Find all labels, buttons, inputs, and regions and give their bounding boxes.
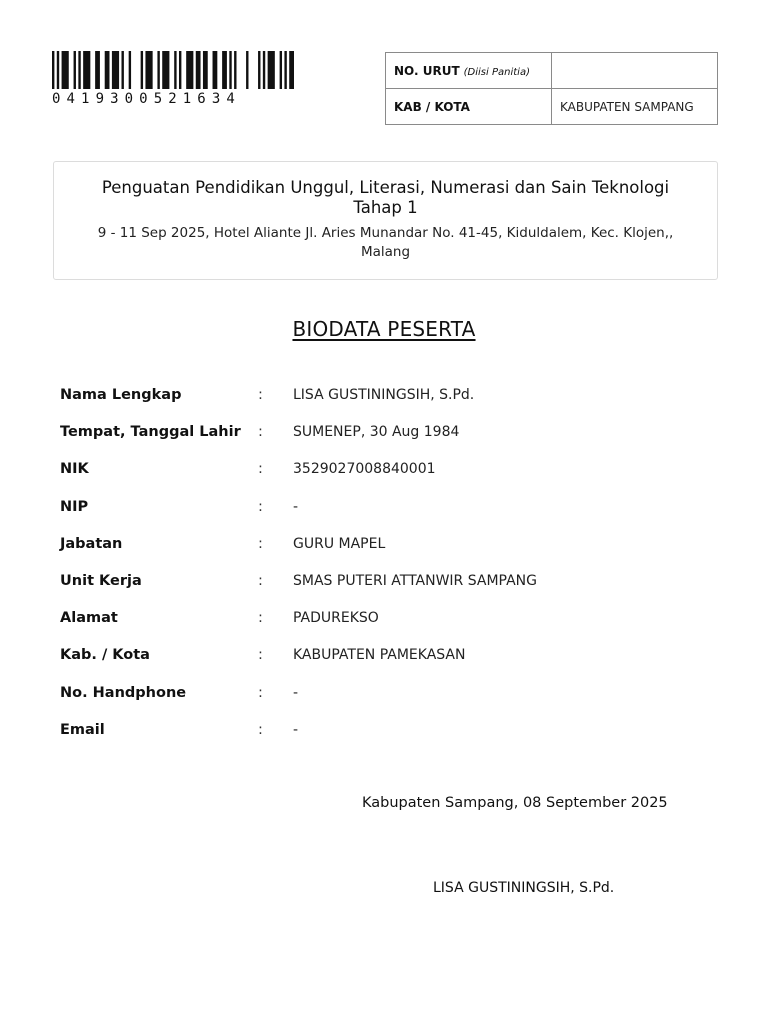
barcode-bar xyxy=(129,51,131,89)
biodata-label: Email xyxy=(60,721,105,738)
biodata-label: Alamat xyxy=(60,610,118,627)
biodata-colon: : xyxy=(258,721,263,738)
barcode-bar xyxy=(258,51,260,89)
biodata-list xyxy=(60,387,710,759)
barcode-bar xyxy=(196,51,201,89)
biodata-colon: : xyxy=(258,572,263,589)
no-urut-note: (Diisi Panitia) xyxy=(463,66,530,78)
barcode-bar xyxy=(229,51,231,89)
biodata-label: Tempat, Tanggal Lahir xyxy=(60,424,241,441)
barcode-bar xyxy=(141,51,143,89)
signature-place-date: Kabupaten Sampang, 08 September 2025 xyxy=(362,795,668,811)
barcode-bar xyxy=(105,51,110,89)
biodata-row-kab-kota xyxy=(60,647,710,684)
barcode-bar xyxy=(268,51,275,89)
kab-kota-label: KAB / KOTA xyxy=(386,89,552,125)
biodata-value: KABUPATEN PAMEKASAN xyxy=(293,647,466,664)
barcode xyxy=(52,51,298,107)
biodata-colon: : xyxy=(258,424,263,441)
barcode-bar xyxy=(222,51,227,89)
biodata-value: LISA GUSTININGSIH, S.Pd. xyxy=(293,387,475,403)
biodata-colon: : xyxy=(258,498,263,515)
biodata-colon: : xyxy=(258,684,263,701)
no-urut-row xyxy=(386,53,718,89)
no-urut-label: NO. URUT xyxy=(394,63,460,78)
biodata-value: GURU MAPEL xyxy=(293,535,386,552)
barcode-bar xyxy=(213,51,218,89)
barcode-bar xyxy=(78,51,80,89)
barcode-bar xyxy=(174,51,176,89)
barcode-bar xyxy=(162,51,169,89)
biodata-label: Nama Lengkap xyxy=(60,387,182,403)
barcode-bar xyxy=(57,51,59,89)
kab-kota-row xyxy=(386,89,718,125)
biodata-label: Jabatan xyxy=(60,535,123,552)
barcode-bar xyxy=(284,51,286,89)
barcode-bar xyxy=(74,51,76,89)
biodata-value: PADUREKSO xyxy=(293,610,379,627)
barcode-bar xyxy=(83,51,90,89)
biodata-row-jabatan xyxy=(60,536,710,573)
biodata-label: NIP xyxy=(60,498,89,515)
no-urut-value xyxy=(552,53,718,89)
barcode-bar xyxy=(203,51,208,89)
barcode-bars xyxy=(52,51,294,89)
barcode-bar xyxy=(234,51,236,89)
barcode-bar xyxy=(52,51,54,89)
signature-name: LISA GUSTININGSIH, S.Pd. xyxy=(433,880,615,896)
registration-table xyxy=(385,52,718,125)
biodata-value: SUMENEP, 30 Aug 1984 xyxy=(293,424,460,441)
biodata-row-unit-kerja xyxy=(60,573,710,610)
biodata-value: SMAS PUTERI ATTANWIR SAMPANG xyxy=(293,572,537,589)
biodata-row-nama xyxy=(60,387,710,424)
biodata-value: - xyxy=(293,498,299,515)
biodata-row-alamat xyxy=(60,610,710,647)
barcode-bar xyxy=(95,51,100,89)
biodata-value: 3529027008840001 xyxy=(293,461,436,478)
no-urut-label-cell xyxy=(386,53,552,89)
biodata-colon: : xyxy=(258,647,263,664)
biodata-colon: : xyxy=(258,535,263,552)
barcode-bar xyxy=(121,51,123,89)
biodata-row-email xyxy=(60,722,710,759)
biodata-row-ttl xyxy=(60,424,710,461)
barcode-bar xyxy=(145,51,152,89)
biodata-value: - xyxy=(293,684,299,701)
biodata-label: No. Handphone xyxy=(60,684,187,701)
barcode-bar xyxy=(289,51,294,89)
document-heading: BIODATA PESERTA xyxy=(292,317,476,341)
biodata-label: NIK xyxy=(60,461,89,478)
biodata-value: - xyxy=(293,721,299,738)
barcode-bar xyxy=(112,51,119,89)
barcode-number: 0419300521634 xyxy=(52,91,241,107)
event-stage: Tahap 1 xyxy=(353,198,418,217)
event-detail: 9 - 11 Sep 2025, Hotel Aliante Jl. Aries Munandar No. 41-45, Kiduldalem, Kec. Klojen,, Malang xyxy=(97,225,674,260)
biodata-row-nip xyxy=(60,499,710,536)
biodata-colon: : xyxy=(258,610,263,627)
biodata-label: Unit Kerja xyxy=(60,572,142,589)
event-title: Penguatan Pendidikan Unggul, Literasi, Numerasi dan Sain Teknologi xyxy=(101,178,670,197)
event-info-box xyxy=(53,161,718,280)
barcode-bar xyxy=(62,51,69,89)
barcode-bar xyxy=(157,51,159,89)
biodata-label: Kab. / Kota xyxy=(60,647,150,664)
biodata-row-nik xyxy=(60,461,710,498)
biodata-colon: : xyxy=(258,461,263,478)
barcode-bar xyxy=(246,51,248,89)
kab-kota-value: KABUPATEN SAMPANG xyxy=(552,89,718,125)
barcode-bar xyxy=(263,51,265,89)
barcode-bar xyxy=(186,51,193,89)
barcode-bar xyxy=(179,51,181,89)
barcode-bar xyxy=(280,51,282,89)
biodata-row-handphone xyxy=(60,685,710,722)
biodata-colon: : xyxy=(258,387,263,403)
